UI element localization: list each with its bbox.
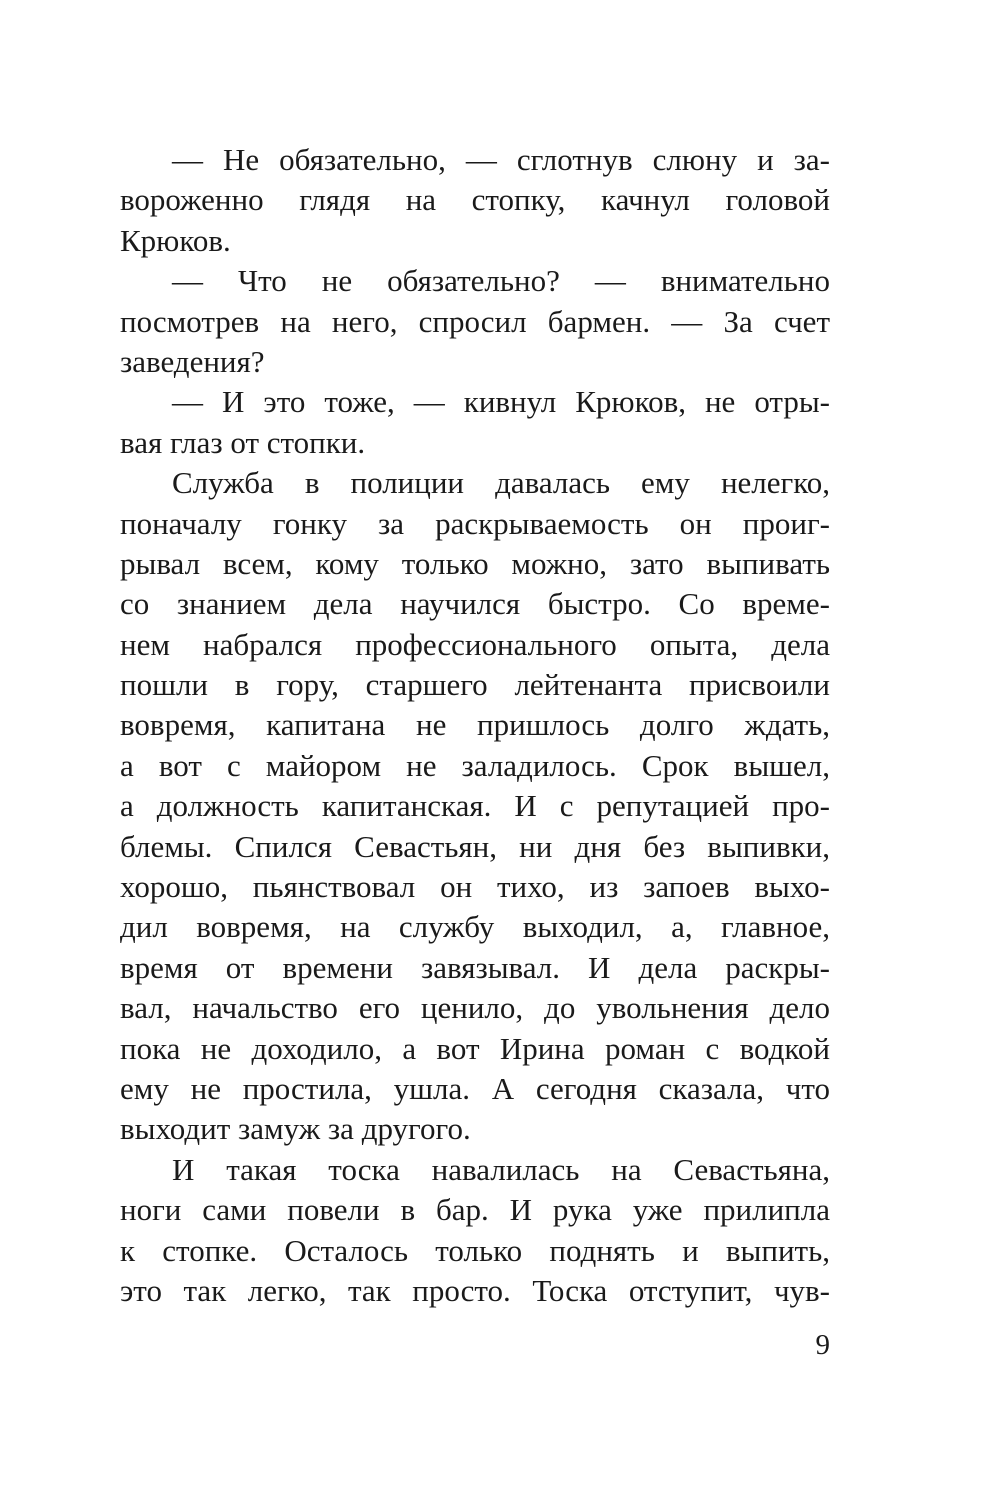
text-line: — И это тоже, — кивнул Крюков, не отры- [172, 384, 830, 420]
page-number: 9 [815, 1329, 830, 1361]
text-line: время от времени завязывал. И дела раскры- [120, 949, 830, 985]
text-line: а вот с майором не заладилось. Срок вышел, [120, 747, 830, 783]
text-line: поначалу гонку за раскрываемость он проиг- [120, 505, 830, 541]
text-line: пошли в гору, старшего лейтенанта присвоили [120, 667, 830, 703]
paragraph [120, 140, 830, 261]
text-line: — Не обязательно, — сглотнув слюну и за- [172, 142, 830, 177]
paragraph [120, 382, 830, 463]
text-line: заведения? [120, 343, 265, 379]
text-line: хорошо, пьянствовал он тихо, из запоев выхо- [120, 869, 830, 905]
text-line: — Что не обязательно? — внимательно [172, 263, 830, 299]
text-line: вал, начальство его ценило, до увольнения дело [120, 990, 830, 1026]
text-line: нем набрался профессионального опыта, дела [120, 626, 830, 662]
text-line: блемы. Спился Севастьян, ни дня без выпивки, [120, 828, 830, 864]
paragraph [120, 1150, 830, 1312]
text-line: со знанием дела научился быстро. Со време- [120, 586, 830, 622]
text-line: Крюков. [120, 222, 231, 258]
text-line: дил вовремя, на службу выходил, а, главное, [120, 909, 830, 945]
body-text [120, 140, 830, 1311]
text-line: посмотрев на него, спросил бармен. — За счет [120, 303, 830, 339]
text-line: выходит замуж за другого. [120, 1111, 471, 1147]
text-line: рывал всем, кому только можно, зато выпивать [120, 545, 830, 581]
text-line: а должность капитанская. И с репутацией про- [120, 788, 830, 824]
text-line: ноги сами повели в бар. И рука уже прилипла [120, 1192, 830, 1228]
text-line: вовремя, капитана не пришлось долго ждать, [120, 707, 830, 743]
paragraph [120, 261, 830, 382]
text-line: вороженно глядя на стопку, качнул головой [120, 182, 830, 218]
text-line: И такая тоска навалилась на Севастьяна, [172, 1151, 830, 1187]
text-line: ему не простила, ушла. А сегодня сказала, что [120, 1070, 830, 1106]
paragraph [120, 463, 830, 1150]
text-line: Служба в полиции давалась ему нелегко, [172, 465, 830, 501]
text-line: это так легко, так просто. Тоска отступит, чув- [120, 1272, 830, 1308]
text-line: пока не доходило, а вот Ирина роман с водкой [120, 1030, 830, 1066]
text-line: вая глаз от стопки. [120, 424, 366, 460]
text-line: к стопке. Осталось только поднять и выпить, [120, 1232, 830, 1268]
